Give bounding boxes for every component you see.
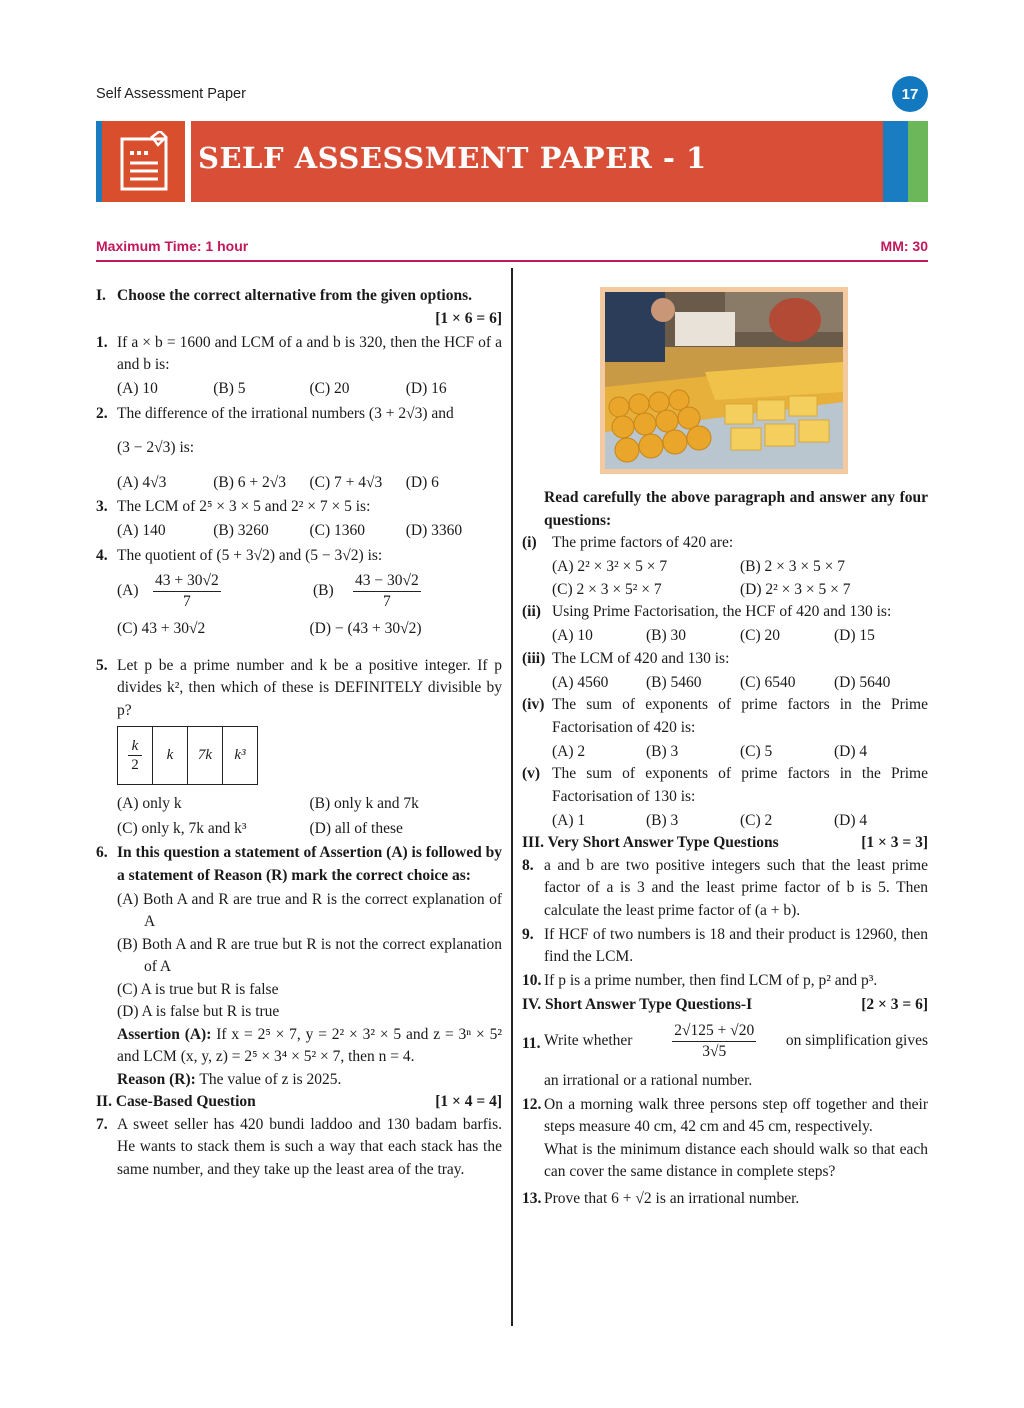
question-text (544, 1021, 928, 1062)
option-a-fraction (153, 571, 313, 612)
section-2-title: II. Case-Based Question (96, 1093, 256, 1110)
max-marks: MM: 30 (880, 238, 928, 254)
question-3 (96, 496, 502, 519)
section-2-marks: [1 × 4 = 4] (435, 1093, 502, 1110)
sweets-photo (600, 287, 848, 474)
question-text: The sum of exponents of prime factors in the Prime Factorisation of 420 is: (552, 696, 928, 736)
table-cell: k³ (223, 727, 258, 785)
column-divider (511, 268, 513, 1326)
case-i-options-ab (552, 556, 928, 579)
fraction-denominator: 7 (383, 593, 391, 610)
reason-text: The value of z is 2025. (199, 1070, 342, 1088)
option-b: (B) only k and 7k (309, 795, 419, 812)
option-a: (A) 140 (117, 522, 166, 539)
question-text: The quotient of (5 + 3√2) and (5 − 3√2) is: (117, 546, 383, 564)
question-12 (522, 1094, 928, 1184)
option-b: (B) 6 + 2√3 (213, 473, 287, 491)
running-head: Self Assessment Paper (96, 86, 246, 102)
right-column (522, 487, 928, 1212)
sweets-illustration (605, 292, 843, 469)
paper-title: SELF ASSESSMENT PAPER - 1 (198, 141, 707, 175)
question-text: If HCF of two numbers is 18 and their product is 12960, then find the LCM. (544, 925, 928, 965)
question-text: If a × b = 1600 and LCM of a and b is 320, then the HCF of a and b is: (117, 333, 502, 373)
choice-c: (C) A is true but R is false (117, 980, 279, 998)
option-c: (C) only k, 7k and k³ (117, 819, 247, 837)
question-6-choices (117, 889, 502, 1092)
question-11 (522, 1021, 928, 1093)
question-number: 12. (522, 1095, 542, 1113)
section-2-heading (96, 1091, 502, 1114)
case-question-iv (522, 694, 928, 739)
question-number: 7. (96, 1115, 108, 1133)
question-10 (522, 970, 928, 993)
option-a: (A) 1 (552, 811, 586, 829)
option-a-label: (A) (117, 582, 139, 600)
section-4-marks: [2 × 3 = 6] (861, 996, 928, 1013)
question-11-fraction (672, 1021, 756, 1062)
option-b-label: (B) (313, 582, 334, 600)
section-1-heading (96, 285, 502, 330)
assertion-text: If x = 2⁵ × 7, y = 2² × 3² × 5 and z = 3ⁿ × 5² and LCM (x, y, z) = 2⁵ × 3⁴ × 5² × 7, then n = 4. (117, 1025, 503, 1065)
section-1-label: I. (96, 287, 106, 304)
question-number: 1. (96, 333, 108, 351)
choice-a: (A) Both A and R are true and R is the correct explanation of A (117, 890, 502, 930)
meta-rule (96, 260, 928, 262)
option-b: (B) 30 (646, 627, 687, 644)
assertion (117, 1024, 502, 1069)
fraction-denominator: 3√5 (702, 1042, 727, 1060)
option-d: (D) 2² × 3 × 5 × 7 (740, 580, 851, 598)
case-i-options-cd (552, 579, 928, 602)
section-3-heading (522, 832, 928, 855)
question-text: The LCM of 2⁵ × 3 × 5 and 2² × 7 × 5 is: (117, 498, 371, 515)
question-text: The sum of exponents of prime factors in the Prime Factorisation of 130 is: (552, 765, 928, 805)
cell-numerator: k (128, 737, 142, 756)
meta-row (96, 238, 928, 254)
question-number: 8. (522, 856, 534, 874)
question-text-part-b: on simplification gives (785, 1031, 928, 1049)
question-text: Prove that 6 + √2 is an irrational number. (544, 1189, 800, 1207)
option-b: (B) 3 (646, 811, 679, 829)
option-d: (D) 16 (405, 380, 447, 397)
page-number: 17 (892, 76, 928, 112)
question-5-options-ab (117, 793, 502, 816)
cell-denominator: 2 (131, 757, 139, 773)
option-d: (D) 5640 (834, 673, 891, 691)
question-5 (96, 655, 502, 723)
question-4-options-cd (117, 618, 502, 641)
question-text: Using Prime Factorisation, the HCF of 420 and 130 is: (552, 603, 892, 620)
option-a: (A) only k (117, 795, 182, 812)
option-d: (D) − (43 + 30√2) (309, 620, 422, 637)
option-b: (B) 3260 (213, 522, 269, 539)
question-number: 13. (522, 1189, 542, 1207)
option-b-fraction (353, 571, 421, 612)
question-6 (96, 842, 502, 887)
question-text: Let p be a prime number and k be a positive integer. If p divides k², then which of these is DEFINITELY divisible by p? (117, 656, 502, 719)
case-question-ii (522, 601, 928, 624)
question-5-options-cd (117, 818, 502, 841)
case-instruction: Read carefully the above paragraph and answer any four questions: (544, 489, 928, 529)
option-a: (A) 4560 (552, 673, 609, 691)
question-text: On a morning walk three persons step off together and their steps measure 40 cm, 42 cm and 45 cm, respectively. (544, 1095, 928, 1135)
question-8 (522, 855, 928, 923)
choice-b: (B) Both A and R are true but R is not the correct explanation of A (117, 935, 502, 975)
question-text: If p is a prime number, then find LCM of p, p² and p³. (544, 972, 878, 989)
question-3-options (117, 520, 502, 543)
question-number: 10. (522, 972, 542, 989)
section-3-title: III. Very Short Answer Type Questions (522, 834, 779, 851)
question-2-options (117, 472, 502, 495)
question-4 (96, 545, 502, 568)
option-c: (C) 43 + 30√2 (117, 620, 206, 637)
question-text-part-a: Write whether (544, 1031, 633, 1049)
question-number: 11. (522, 1034, 541, 1052)
question-number: (ii) (522, 603, 541, 620)
title-banner (96, 121, 928, 202)
left-column (96, 285, 502, 1183)
section-1-title: Choose the correct alternative from the given options. (117, 287, 472, 304)
question-number: (iii) (522, 649, 546, 667)
option-a: (A) 10 (117, 380, 158, 397)
question-13 (522, 1188, 928, 1211)
reason (117, 1069, 502, 1092)
case-ii-options (552, 625, 928, 648)
question-9 (522, 924, 928, 969)
question-number: 2. (96, 404, 108, 422)
question-text: The LCM of 420 and 130 is: (552, 649, 730, 667)
option-a: (A) 2 (552, 742, 586, 760)
question-2 (96, 403, 502, 460)
option-c: (C) 2 × 3 × 5² × 7 (552, 580, 662, 598)
option-c: (C) 20 (309, 380, 350, 397)
question-1 (96, 332, 502, 377)
fraction-denominator: 7 (183, 593, 191, 610)
question-number: (i) (522, 534, 537, 551)
option-a: (A) 10 (552, 627, 593, 644)
banner-green-band (908, 121, 928, 202)
question-text-continued: (3 − 2√3) is: (117, 439, 195, 456)
table-cell: k (153, 727, 188, 785)
question-text: a and b are two positive integers such that the least prime factor of a is 3 and the least prime factor of b is 5. Then calculate the least prime factor of (a + b). (544, 856, 928, 919)
choice-d: (D) A is false but R is true (117, 1003, 280, 1020)
option-c: (C) 6540 (740, 673, 796, 691)
section-4-title: IV. Short Answer Type Questions-I (522, 996, 753, 1013)
fraction-numerator: 43 − 30√2 (353, 571, 421, 592)
case-question-v (522, 763, 928, 808)
question-number: 9. (522, 925, 534, 943)
question-5-table (117, 726, 258, 785)
question-text: The prime factors of 420 are: (552, 534, 734, 551)
question-1-options (117, 378, 502, 401)
case-question-iii (522, 648, 928, 671)
max-time: Maximum Time: 1 hour (96, 238, 249, 254)
fraction-numerator: 2√125 + √20 (672, 1021, 756, 1042)
option-c: (C) 7 + 4√3 (309, 473, 383, 491)
option-b: (B) 2 × 3 × 5 × 7 (740, 558, 846, 575)
option-d: (D) 3360 (405, 522, 463, 539)
question-text: A sweet seller has 420 bundi laddoo and 130 badam barfis. He wants to stack them is such a way that each stack has the same number, and they take up the least area of the tray. (117, 1115, 502, 1178)
banner-blue-band (883, 121, 908, 202)
question-text-continued: What is the minimum distance each should walk so that each can cover the same distance in complete steps? (544, 1140, 928, 1180)
question-4-options-ab (117, 571, 502, 612)
case-v-options (552, 810, 928, 833)
option-b: (B) 3 (646, 742, 679, 760)
question-number: 5. (96, 656, 108, 674)
option-a: (A) 4√3 (117, 473, 167, 491)
case-iii-options (552, 672, 928, 695)
notepad-icon (118, 131, 170, 193)
option-b: (B) 5 (213, 380, 246, 397)
table-cell-fraction (118, 727, 153, 785)
option-b: (B) 5460 (646, 673, 702, 691)
table-cell: 7k (188, 727, 223, 785)
option-d: (D) 4 (834, 811, 868, 829)
question-number: 6. (96, 844, 108, 861)
option-d: (D) 6 (405, 473, 439, 491)
question-number: (iv) (522, 696, 545, 713)
case-question-i (522, 532, 928, 555)
section-3-marks: [1 × 3 = 3] (861, 834, 928, 851)
section-1-marks: [1 × 6 = 6] (435, 309, 502, 327)
reason-label: Reason (R): (117, 1070, 196, 1088)
question-text: In this question a statement of Assertion (A) is followed by a statement of Reason (R) mark the correct choice as: (117, 844, 502, 884)
question-number: 4. (96, 546, 108, 564)
banner-blue-edge (96, 121, 102, 202)
option-a: (A) 2² × 3² × 5 × 7 (552, 558, 668, 575)
option-d: (D) 15 (834, 627, 875, 644)
case-iv-options (552, 741, 928, 764)
question-7 (96, 1114, 502, 1182)
fraction-numerator: 43 + 30√2 (153, 571, 221, 592)
question-number: 3. (96, 498, 108, 515)
option-c: (C) 5 (740, 742, 773, 760)
option-c: (C) 1360 (309, 522, 366, 539)
question-text-continued: an irrational or a rational number. (544, 1071, 753, 1089)
assertion-label: Assertion (A): (117, 1025, 212, 1043)
option-d: (D) all of these (309, 819, 403, 837)
option-c: (C) 20 (740, 627, 781, 644)
option-d: (D) 4 (834, 742, 868, 760)
question-text: The difference of the irrational numbers (3 + 2√3) and (117, 404, 454, 422)
option-c: (C) 2 (740, 811, 773, 829)
question-number: (v) (522, 765, 541, 782)
section-4-heading (522, 994, 928, 1017)
